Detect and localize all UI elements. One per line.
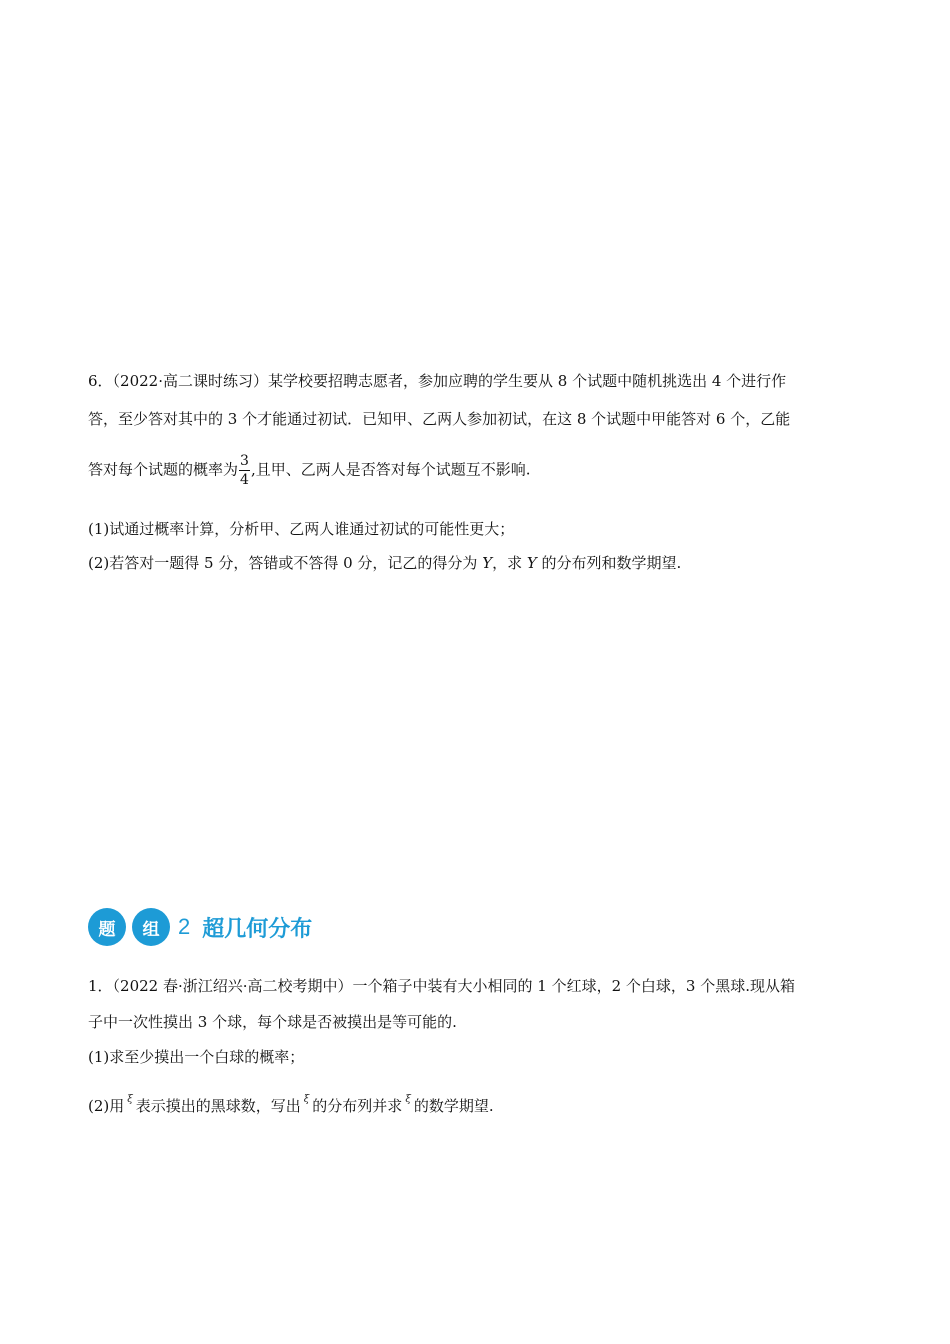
fraction-numerator: 3 — [240, 453, 249, 469]
q1-line1 — [88, 975, 863, 996]
variable-xi: ξ — [127, 1094, 133, 1105]
variable-y: Y — [526, 554, 537, 572]
q6-line1 — [88, 370, 863, 391]
q6-part2-text-a: (2)若答对一题得 5 分，答错或不答得 0 分，记乙的得分为 — [88, 554, 483, 572]
q6-part2-text-c: 的分布列和数学期望. — [536, 554, 682, 572]
q6-number: 6． — [88, 372, 113, 390]
q6-part2-text-b: ，求 — [492, 554, 527, 572]
fraction-three-quarters — [239, 454, 250, 487]
q1-number: 1． — [88, 977, 113, 995]
q1-line1-text: 一个箱子中装有大小相同的 1 个红球，2 个白球，3 个黑球.现从箱 — [352, 977, 796, 995]
q6-line2 — [88, 408, 863, 429]
q1-part1 — [88, 1046, 863, 1067]
q1-line2-text: 子中一次性摸出 3 个球，每个球是否被摸出是等可能的. — [88, 1013, 457, 1031]
section-heading — [88, 906, 312, 948]
variable-xi: ξ — [405, 1094, 411, 1105]
q1-source: （2022 春·浙江绍兴·高二校考期中） — [112, 977, 353, 995]
q6-line3 — [88, 454, 863, 487]
q1-part2-text-b: 表示摸出的黑球数，写出 — [135, 1097, 301, 1115]
section-title: 超几何分布 — [202, 916, 313, 942]
q6-line1-text: 某学校要招聘志愿者，参加应聘的学生要从 8 个试题中随机挑选出 4 个进行作 — [268, 372, 787, 390]
q1-part2-text-a: (2)用 — [88, 1097, 125, 1115]
section-number: 2 — [178, 914, 191, 939]
q6-part1 — [88, 518, 863, 539]
fraction-denominator: 4 — [240, 472, 249, 488]
q1-part1-text: (1)求至少摸出一个白球的概率； — [88, 1048, 305, 1066]
section-badge-ti: 题 — [88, 908, 126, 946]
q6-line3-after: ,且甲、乙两人是否答对每个试题互不影响. — [250, 460, 531, 479]
q1-part2 — [88, 1094, 863, 1116]
q6-part2 — [88, 552, 863, 573]
q6-line3-before: 答对每个试题的概率为 — [88, 460, 239, 479]
variable-y: Y — [482, 554, 493, 572]
variable-xi: ξ — [303, 1094, 310, 1105]
section-badge-zu: 组 — [132, 908, 170, 946]
q1-line2 — [88, 1011, 863, 1032]
q1-part2-text-c: 的分布列并求 — [312, 1097, 403, 1115]
q6-source: （2022·高二课时练习） — [112, 372, 268, 390]
q6-part1-text: (1)试通过概率计算，分析甲、乙两人谁通过初试的可能性更大； — [88, 520, 515, 538]
q1-part2-text-d: 的数学期望. — [413, 1097, 494, 1115]
q6-line2-text: 答，至少答对其中的 3 个才能通过初试．已知甲、乙两人参加初试，在这 8 个试题中甲能答对 6 个，乙能 — [88, 410, 791, 428]
